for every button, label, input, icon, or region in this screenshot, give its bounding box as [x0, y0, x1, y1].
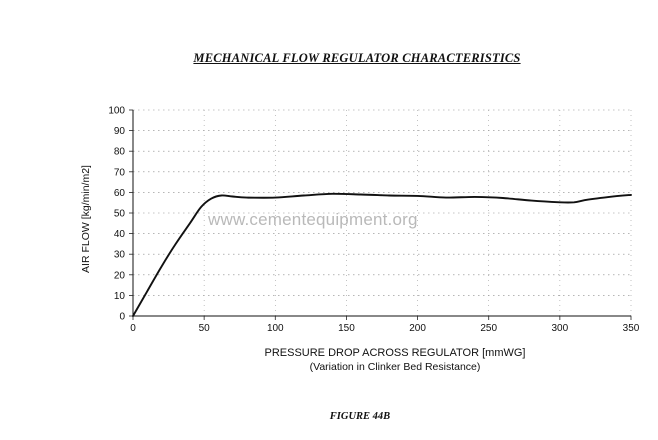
x-tick-label-250: 250: [480, 323, 498, 334]
x-tick-label-200: 200: [409, 323, 426, 334]
watermark: www.cementequipment.org: [208, 210, 418, 229]
y-tick-label-30: 30: [113, 249, 125, 261]
y-tick-label-10: 10: [113, 290, 125, 302]
y-axis-label: AIR FLOW [kg/min/m2]: [80, 165, 92, 273]
y-tick-label-40: 40: [113, 229, 125, 241]
x-tick-label-100: 100: [266, 323, 284, 334]
y-tick-label-60: 60: [113, 187, 125, 199]
y-tick-label-50: 50: [113, 208, 125, 220]
chart-title: MECHANICAL FLOW REGULATOR CHARACTERISTICS: [193, 51, 521, 65]
x-axis-sublabel: (Variation in Clinker Bed Resistance): [309, 361, 481, 373]
x-tick-label-350: 350: [622, 323, 640, 334]
y-tick-label-0: 0: [119, 311, 125, 323]
y-tick-label-70: 70: [113, 167, 125, 179]
x-axis-label: PRESSURE DROP ACROSS REGULATOR [mmWG]: [264, 347, 526, 359]
y-tick-label-20: 20: [113, 270, 125, 282]
x-tick-label-50: 50: [198, 323, 210, 334]
y-tick-label-80: 80: [113, 146, 125, 158]
x-tick-label-0: 0: [130, 323, 136, 334]
y-tick-label-100: 100: [108, 105, 125, 117]
x-tick-label-150: 150: [338, 323, 355, 334]
figure-caption: FIGURE 44B: [329, 411, 391, 422]
y-tick-label-90: 90: [113, 126, 125, 138]
x-tick-label-300: 300: [551, 323, 569, 334]
